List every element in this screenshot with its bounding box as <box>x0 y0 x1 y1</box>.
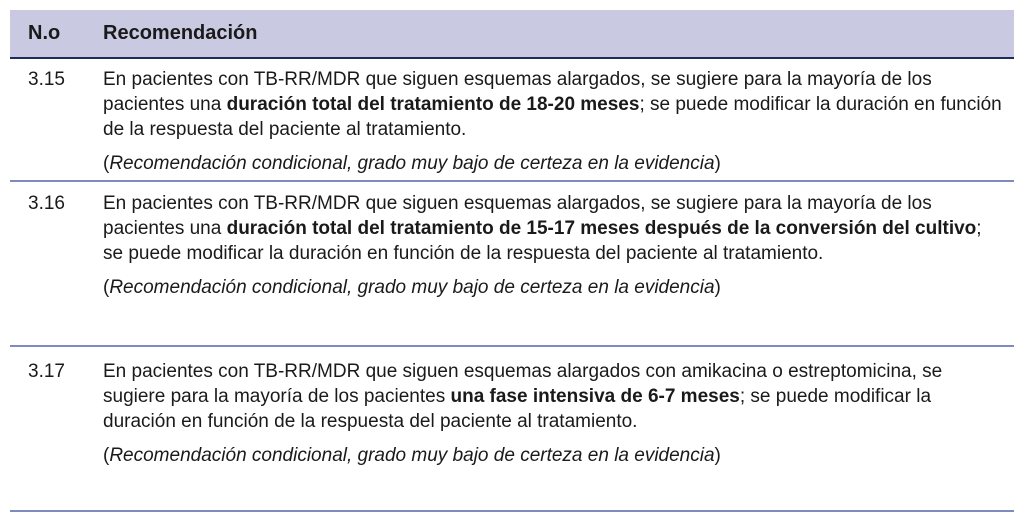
header-number: N.o <box>28 22 61 44</box>
note-paren-open: ( <box>103 153 110 174</box>
row-number: 3.16 <box>28 193 65 214</box>
row-content <box>103 191 1014 345</box>
note-paren-close: ) <box>714 445 721 466</box>
text-emphasis: una fase intensiva de 6-7 meses <box>450 386 740 407</box>
note-paren-close: ) <box>714 153 721 174</box>
note-paren-open: ( <box>103 445 110 466</box>
table-row <box>10 59 1014 180</box>
row-content <box>103 67 1014 180</box>
text-emphasis: duración total del tratamiento de 18-20 meses <box>226 94 640 115</box>
table-header <box>10 10 1014 57</box>
text-lead: En pacientes con TB-RR/MDR que siguen esquemas alargados con amikacina o estreptomicina, se sugiere para la mayoría de los pacientes <box>103 361 943 407</box>
note-paren-open: ( <box>103 277 110 298</box>
row-content <box>103 359 1014 510</box>
row-number: 3.15 <box>28 69 65 90</box>
evidence-note <box>103 443 1002 468</box>
recommendation-text <box>103 67 1002 142</box>
text-tail: ; se puede modificar la duración en función de la respuesta del paciente al tratamiento. <box>103 386 932 432</box>
note-text: Recomendación condicional, grado muy bajo de certeza en la evidencia <box>109 153 715 174</box>
evidence-note <box>103 151 1002 176</box>
recommendation-text <box>103 191 1002 266</box>
text-lead: En pacientes con TB-RR/MDR que siguen esquemas alargados, se sugiere para la mayoría de los pacientes una <box>103 69 932 115</box>
text-tail: ; se puede modificar la duración en función de la respuesta del paciente al tratamiento. <box>103 94 1002 140</box>
recommendation-text <box>103 359 1002 434</box>
note-text: Recomendación condicional, grado muy bajo de certeza en la evidencia <box>109 445 715 466</box>
header-recommendation: Recomendación <box>103 22 258 44</box>
note-text: Recomendación condicional, grado muy bajo de certeza en la evidencia <box>109 277 715 298</box>
table-row <box>10 347 1014 510</box>
recommendations-table <box>10 10 1014 512</box>
note-paren-close: ) <box>714 277 721 298</box>
table-row <box>10 182 1014 345</box>
text-emphasis: duración total del tratamiento de 15-17 meses después de la conversión del cultivo <box>226 218 977 239</box>
text-lead: En pacientes con TB-RR/MDR que siguen esquemas alargados, se sugiere para la mayoría de los pacientes una <box>103 193 932 239</box>
text-tail: ; se puede modificar la duración en función de la respuesta del paciente al tratamiento. <box>103 218 982 264</box>
evidence-note <box>103 275 1002 300</box>
row-number: 3.17 <box>28 361 65 382</box>
row-divider <box>10 510 1014 512</box>
